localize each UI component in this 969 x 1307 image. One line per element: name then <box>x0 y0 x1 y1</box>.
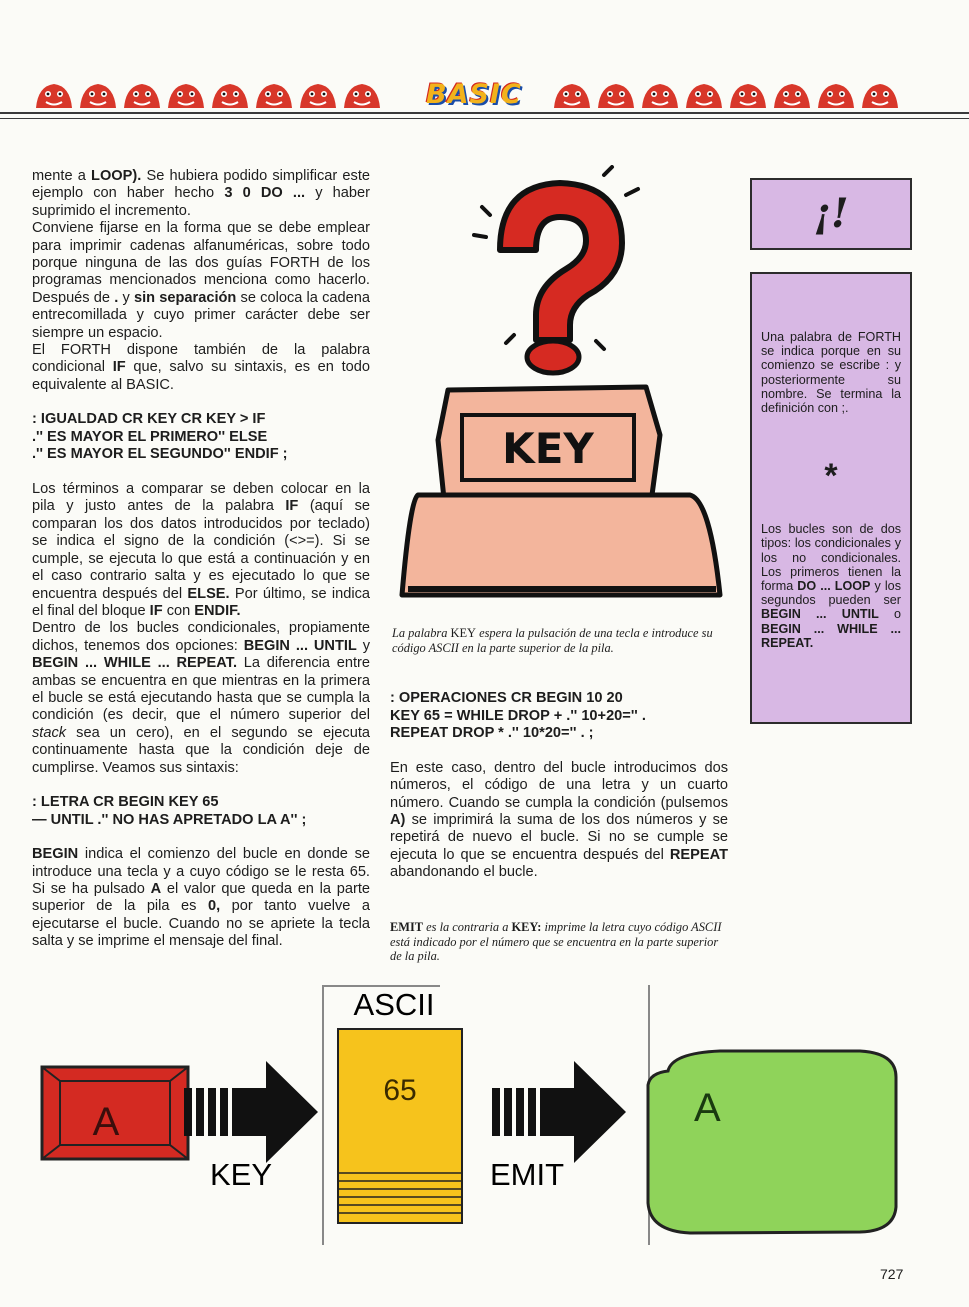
text-span: espera la pulsación de una tecla e introduce su código <box>392 626 713 655</box>
key-label: KEY <box>502 424 594 473</box>
text-span: con <box>162 602 195 619</box>
code-line: : LETRA CR BEGIN KEY 65 <box>32 793 219 810</box>
text-italic: stack <box>32 724 67 741</box>
text-span: por tanto vuelve a ejecutarse el bucle. Cuando no se apriete la tecla salta y se imprime el mensaje del final. <box>32 898 370 950</box>
ascii-value: 65 <box>383 1074 417 1107</box>
key-word-label: KEY <box>210 1157 273 1192</box>
sidebar-exclamation-box <box>750 178 912 250</box>
text-span: y haber suprimido el incremento. <box>32 185 371 219</box>
text-bold: DO ... LOOP <box>797 579 871 594</box>
paragraph-operaciones <box>390 760 728 882</box>
text-span: se imprimirá la suma de los dos números y se repetirá de nuevo el bucle. Si no se cumple se ejecuta lo que se encuentra después del <box>390 812 728 863</box>
ascii-code-card <box>338 1029 462 1223</box>
code-block-letra <box>32 794 370 829</box>
text-span: ASCII <box>428 640 459 655</box>
mascot-icon <box>122 80 162 110</box>
text-bold: ELSE. <box>187 585 230 602</box>
text-span: imprime la letra cuyo código <box>541 920 692 934</box>
code-line: : OPERACIONES CR BEGIN 10 20 <box>390 690 623 706</box>
text-span: o <box>878 607 901 622</box>
text-span: sea un cero), en el segundo se ejecuta continuamente hasta que la condición deje de cumplirse. Veamos sus sintaxis: <box>32 724 370 776</box>
section-title-basic: BASIC <box>426 79 522 110</box>
text-span: en la parte superior de la pila. <box>458 640 614 655</box>
text-bold: IF <box>112 359 126 376</box>
text-span: y <box>118 289 134 306</box>
mascot-icon <box>342 80 382 110</box>
text-bold: KEY: <box>511 920 542 934</box>
paragraph-begin <box>32 846 370 950</box>
ascii-title: ASCII <box>353 987 435 1022</box>
text-span: El FORTH dispone también de la palabra condicional <box>32 342 370 376</box>
keyboard-key-icon <box>42 1067 188 1159</box>
text-span: KEY <box>450 626 476 640</box>
text-bold: A <box>150 880 162 897</box>
paragraph-loops <box>32 620 370 777</box>
paragraph-loop <box>32 168 370 220</box>
text-bold: IF <box>285 498 299 515</box>
text-span: abandonando el bucle. <box>390 864 538 881</box>
caption-key <box>392 626 730 655</box>
text-bold: LOOP). <box>91 168 142 184</box>
text-bold: . <box>114 289 119 306</box>
arrow-emit-icon <box>492 1061 626 1163</box>
monitor-screen-icon <box>648 1051 896 1233</box>
code-line: .'' ES MAYOR EL PRIMERO'' ELSE <box>32 428 268 445</box>
text-bold: BEGIN ... WHILE ... REPEAT. <box>761 621 901 650</box>
sidebar-text-loops <box>752 522 910 650</box>
key-icon <box>402 387 720 595</box>
text-span: Se hubiera podido simplificar este ejemplo con haber hecho <box>32 168 370 202</box>
text-span: Por último, se indica el final del bloque <box>32 585 370 619</box>
mascot-icon <box>34 80 74 110</box>
mascot-icon <box>772 80 812 110</box>
text-span: ASCII <box>691 920 722 934</box>
mascot-icon <box>860 80 900 110</box>
text-span: Los términos a comparar se deben colocar en la pila y justo antes de la palabra <box>32 481 370 515</box>
mascot-icon <box>166 80 206 110</box>
text-span: está indicado por el número que se encuentra en la parte superior de la pila. <box>390 934 719 963</box>
arrow-key-icon <box>184 1061 318 1163</box>
mascot-icon <box>78 80 118 110</box>
star-icon: * <box>824 457 838 496</box>
text-bold: ENDIF. <box>194 602 241 619</box>
mascot-row-right <box>552 80 900 114</box>
paragraph-compare <box>32 481 370 620</box>
mascot-icon <box>254 80 294 110</box>
sidebar-text-definition: Una palabra de FORTH se indica porque en su comienzo se escribe : y posteriormente su nombre. Se termina la definición con ;. <box>761 330 901 416</box>
mascot-icon <box>298 80 338 110</box>
code-line: .'' ES MAYOR EL SEGUNDO'' ENDIF ; <box>32 446 288 463</box>
sidebar-info-box <box>750 272 912 724</box>
key-emit-diagram <box>30 985 910 1245</box>
text-bold: 0, <box>207 898 221 915</box>
emit-word-label: EMIT <box>490 1157 565 1192</box>
paragraph-strings <box>32 220 370 342</box>
text-bold: IF <box>149 602 163 619</box>
text-span: mente a <box>32 168 92 184</box>
text-bold: BEGIN <box>32 846 79 863</box>
key-question-illustration <box>390 165 730 625</box>
key-letter: A <box>92 1100 120 1144</box>
text-span: Los bucles son de dos tipos: los condicionales y los no condicionales. Los primeros tienen la forma <box>761 522 901 594</box>
text-bold: sin separación <box>134 289 237 306</box>
page-number: 727 <box>880 1266 904 1282</box>
text-span: se coloca la cadena entrecomillada y cuyo primer carácter debe ser siempre un espacio. <box>32 289 370 341</box>
text-span: (aquí se comparan los dos datos introducidos por teclado) se indica el signo de la condición (<>=). Si se cumple, se ejecuta lo que está a continuación y en el caso contrario salta y es ejecutado lo que se encuentra después del <box>32 498 370 602</box>
code-line: REPEAT DROP * .'' 10*20='' . ; <box>390 725 594 742</box>
mascot-icon <box>684 80 724 110</box>
header-rule-bottom <box>0 118 969 119</box>
mascot-icon <box>210 80 250 110</box>
text-span: indica el comienzo del bucle en donde se introduce una tecla y a cuyo código se le resta 65. Si se ha pulsado <box>32 846 370 897</box>
mascot-icon <box>728 80 768 110</box>
text-span: La diferencia entre ambas se encuentra en que mientras en la primera el bucle se está ejecutando hasta que se cumpla la condición (es decir, que el número superior del <box>32 655 370 724</box>
code-block-igualdad <box>32 411 370 464</box>
mascot-row-left <box>34 80 382 114</box>
text-bold: REPEAT <box>669 846 728 863</box>
text-span: Dentro de los bucles condicionales, propiamente dichos, tenemos dos opciones: <box>32 620 370 654</box>
code-block-operaciones <box>390 690 728 743</box>
text-span: que, salvo su sintaxis, es en todo equivalente al BASIC. <box>32 359 370 393</box>
text-bold: 3 0 DO ... <box>224 185 306 202</box>
code-line: — UNTIL .'' NO HAS APRETADO LA A'' ; <box>32 811 307 828</box>
text-span: La palabra <box>392 626 451 640</box>
code-line: : IGUALDAD CR KEY CR KEY > IF <box>32 411 266 428</box>
text-span: Conviene fijarse en la forma que se debe emplear para imprimir cadenas alfanuméricas, sobre todo porque ninguna de las dos guías FORTH de los programas mencionados menciona como hacerlo. Después de <box>32 220 370 306</box>
middle-column <box>390 690 728 882</box>
text-span: el valor que queda en la parte superior de la pila es <box>32 880 370 915</box>
text-bold: A) <box>390 812 406 828</box>
text-span: y los segundos pueden ser <box>761 579 901 608</box>
exclamation-mark: ¡! <box>813 190 849 237</box>
text-bold: BEGIN ... UNTIL <box>243 637 357 654</box>
text-span: y <box>356 637 371 654</box>
screen-letter: A <box>694 1086 721 1130</box>
mascot-icon <box>816 80 856 110</box>
text-bold: EMIT <box>390 920 424 934</box>
mascot-icon <box>596 80 636 110</box>
divider <box>322 985 324 1245</box>
paragraph-if <box>32 342 370 394</box>
mascot-icon <box>552 80 592 110</box>
text-span: En este caso, dentro del bucle introducimos dos números, el código de una letra y un cuarto número. Cuando se cumpla la condición (pulsemos <box>390 759 728 811</box>
question-mark-icon <box>474 167 638 373</box>
mascot-icon <box>640 80 680 110</box>
text-bold: BEGIN ... WHILE ... REPEAT. <box>32 655 238 672</box>
left-column <box>32 168 370 951</box>
text-span: es la contraria a <box>423 920 512 934</box>
text-bold: BEGIN ... UNTIL <box>761 607 879 622</box>
caption-emit <box>390 920 728 964</box>
code-line: KEY 65 = WHILE DROP + .'' 10+20='' . <box>390 707 646 724</box>
